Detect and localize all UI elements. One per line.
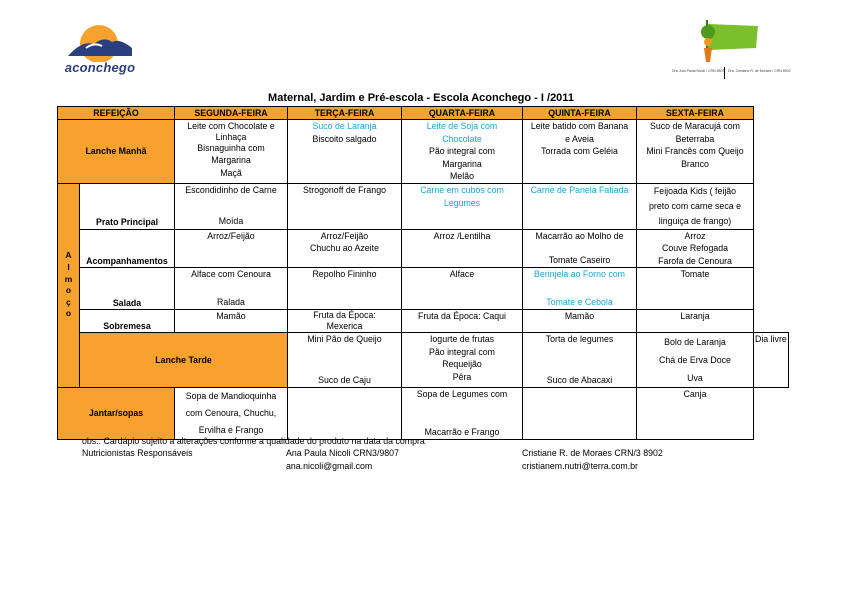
cell-acomp-sex: Arroz Couve Refogada Farofa de Cenoura bbox=[637, 229, 754, 268]
cell-prato-seg: Escondidinho de Carne Moída bbox=[175, 183, 288, 229]
cell-prato-ter: Strogonoff de Frango bbox=[288, 183, 402, 229]
cell-tarde-seg: Mini Pão de Queijo Suco de Caju bbox=[288, 333, 402, 388]
label-almoco: A l m o ç o bbox=[58, 183, 80, 388]
cell-jantar-qui bbox=[523, 388, 637, 440]
page-title: Maternal, Jardim e Pré-escola - Escola Aconchego - I /2011 bbox=[268, 92, 574, 104]
cell-lanche-manha-ter: Suco de Laranja Biscoito salgado bbox=[288, 120, 402, 184]
cell-salada-qui: Berinjela ao Forno com Tomate e Cebola bbox=[523, 268, 637, 310]
label-lanche-manha: Lanche Manhã bbox=[58, 120, 175, 184]
nutricionista-1-name: Ana Paula Nicoli CRN3/9807 bbox=[286, 448, 399, 458]
cell-tarde-qua: Torta de legumes Suco de Abacaxi bbox=[523, 333, 637, 388]
divider bbox=[724, 67, 725, 79]
cell-lanche-manha-qua: Leite de Soja com Chocolate Pão integral com Margarina Melão bbox=[402, 120, 523, 184]
label-acompanhamentos: Acompanhamentos bbox=[80, 229, 175, 268]
label-sobremesa: Sobremesa bbox=[80, 310, 175, 333]
nutricionistas-label: Nutricionistas Responsáveis bbox=[82, 448, 193, 458]
cell-jantar-seg: Sopa de Mandioquinha com Cenoura, Chuchu, Ervilha e Frango bbox=[175, 388, 288, 440]
cell-jantar-sex: Canja bbox=[637, 388, 754, 440]
cell-lanche-manha-sex: Suco de Maracujá com Beterraba Mini Francês com Queijo Branco bbox=[637, 120, 754, 184]
cell-sobremesa-ter: Fruta da Época: Mexerica bbox=[288, 310, 402, 333]
cell-prato-sex: Feijoada Kids ( feijão preto com carne seca e linguiça de frango) bbox=[637, 183, 754, 229]
label-lanche-tarde: Lanche Tarde bbox=[80, 333, 288, 388]
cell-salada-ter: Repolho Fininho bbox=[288, 268, 402, 310]
nutri-escola-logo bbox=[698, 18, 764, 64]
row-jantar bbox=[58, 388, 789, 440]
cell-sobremesa-qui: Mamão bbox=[523, 310, 637, 333]
row-salada bbox=[58, 268, 789, 310]
cell-salada-seg: Alface com Cenoura Ralada bbox=[175, 268, 288, 310]
label-prato-principal: Prato Principal bbox=[80, 183, 175, 229]
aconchego-logo bbox=[62, 22, 136, 78]
cell-jantar-ter bbox=[288, 388, 402, 440]
cell-sobremesa-sex: Laranja bbox=[637, 310, 754, 333]
cell-lanche-manha-seg: Leite com Chocolate e Linhaça Bisnaguinha com Margarina Maçã bbox=[175, 120, 288, 184]
cell-acomp-qui: Macarrão ao Molho de Tomate Caseiro bbox=[523, 229, 637, 268]
cell-lanche-manha-qui: Leite batido com Banana e Aveia Torrada com Geléia bbox=[523, 120, 637, 184]
header-sexta: SEXTA-FEIRA bbox=[637, 107, 754, 120]
nutricionista-1-email: ana.nicoli@gmail.com bbox=[286, 461, 373, 471]
cell-prato-qui: Carne de Panela Fatiada bbox=[523, 183, 637, 229]
cell-acomp-qua: Arroz /Lentilha bbox=[402, 229, 523, 268]
obs-note: obs.: Cardápio sujeito a alterações conforme a qualidade do produto na data da compra bbox=[82, 436, 425, 446]
header-refeicao: REFEIÇÃO bbox=[58, 107, 175, 120]
nutricionista-2-name: Cristiane R. de Moraes CRN/3 8902 bbox=[522, 448, 663, 458]
partner-small-left: Dra. Ana Paula Nicoli / CRN 9807 bbox=[672, 69, 725, 73]
cell-acomp-seg: Arroz/Feijão bbox=[175, 229, 288, 268]
logo-wordmark: aconchego bbox=[64, 60, 136, 75]
header-row bbox=[58, 107, 789, 120]
cell-sobremesa-seg: Mamão bbox=[175, 310, 288, 333]
cell-sobremesa-qua: Fruta da Época: Caqui bbox=[402, 310, 523, 333]
cell-tarde-sex: Dia livre bbox=[754, 333, 789, 388]
row-prato-principal bbox=[58, 183, 789, 229]
nutricionista-2-email: cristianem.nutri@terra.com.br bbox=[522, 461, 638, 471]
label-jantar: Jantar/sopas bbox=[58, 388, 175, 440]
cell-salada-qua: Alface bbox=[402, 268, 523, 310]
row-lanche-tarde bbox=[58, 333, 789, 388]
row-sobremesa bbox=[58, 310, 789, 333]
cell-tarde-qui: Bolo de Laranja Chá de Erva Doce Uva bbox=[637, 333, 754, 388]
partner-small-right: Dra. Cristiane R. de Moraes / CRN 8902 bbox=[728, 69, 791, 73]
header-quinta: QUINTA-FEIRA bbox=[523, 107, 637, 120]
row-lanche-manha bbox=[58, 120, 789, 184]
cell-tarde-ter: Iogurte de frutas Pão integral com Requeijão Pêra bbox=[402, 333, 523, 388]
header-segunda: SEGUNDA-FEIRA bbox=[175, 107, 288, 120]
cell-jantar-qua: Sopa de Legumes com Macarrão e Frango bbox=[402, 388, 523, 440]
row-acompanhamentos bbox=[58, 229, 789, 268]
menu-table bbox=[57, 106, 789, 440]
label-salada: Salada bbox=[80, 268, 175, 310]
header-terca: TERÇA-FEIRA bbox=[288, 107, 402, 120]
header-quarta: QUARTA-FEIRA bbox=[402, 107, 523, 120]
cell-prato-qua: Carne em cubos com Legumes bbox=[402, 183, 523, 229]
cell-salada-sex: Tomate bbox=[637, 268, 754, 310]
cell-acomp-ter: Arroz/Feijão Chuchu ao Azeite bbox=[288, 229, 402, 268]
